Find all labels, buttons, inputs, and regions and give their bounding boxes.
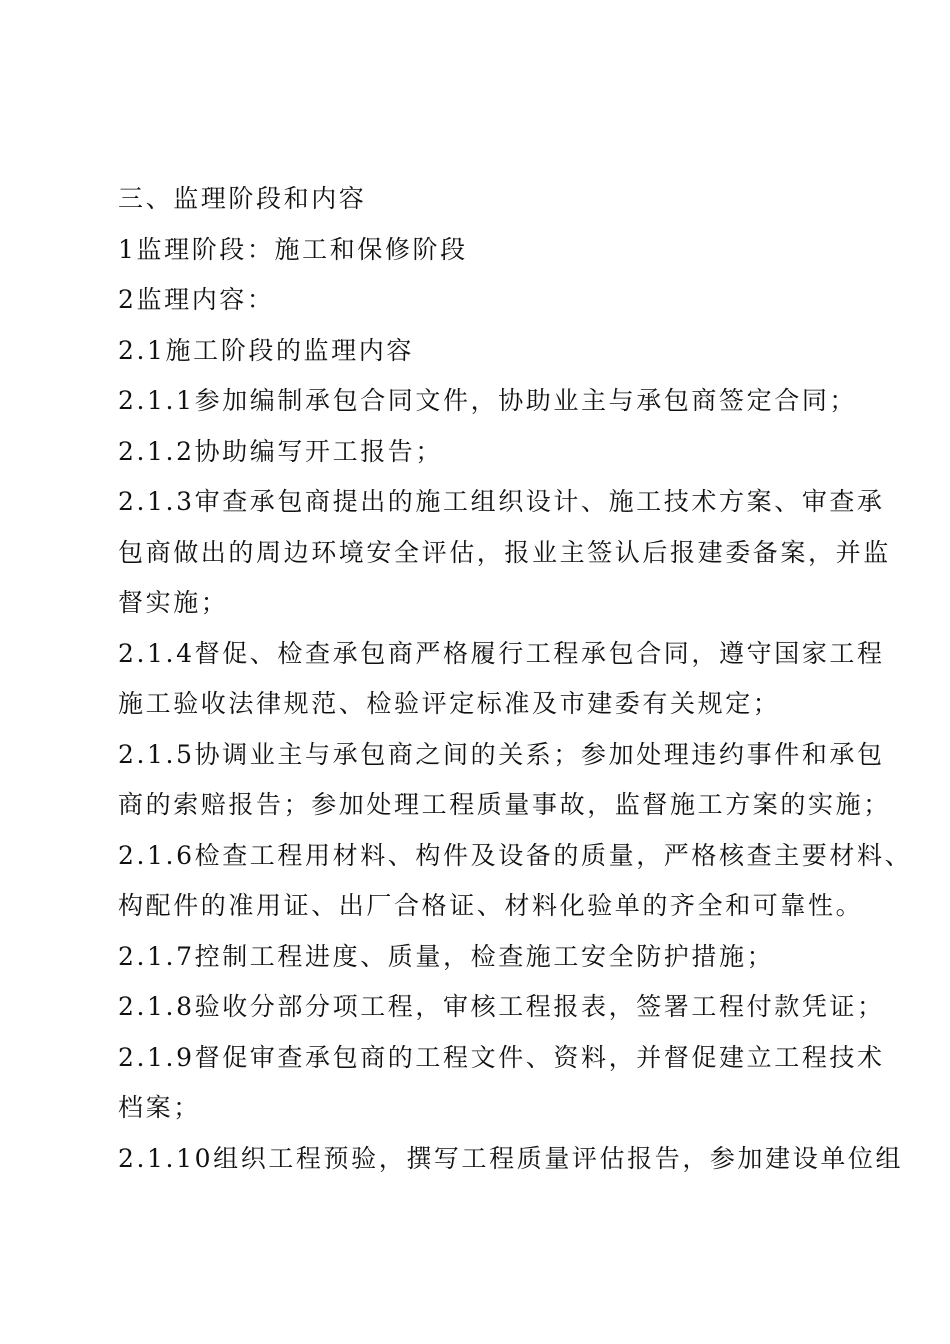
text-line: 2.1.2协助编写开工报告； xyxy=(118,436,444,466)
text-line: 2.1.3审查承包商提出的施工组织设计、施工技术方案、审查承 xyxy=(118,487,885,516)
text-line: 2.1.9督促审查承包商的工程文件、资料，并督促建立工程技术 xyxy=(118,1042,885,1072)
text-line: 商的索赔报告；参加处理工程质量事故，监督施工方案的实施； xyxy=(118,790,891,819)
text-line: 1监理阶段：施工和保修阶段 xyxy=(118,234,468,264)
text-line: 2.1.10组织工程预验，撰写工程质量评估报告，参加建设单位组 xyxy=(118,1143,904,1173)
document-body xyxy=(118,174,913,1184)
text-line: 施工验收法律规范、检验评定标准及市建委有关规定； xyxy=(118,689,781,718)
text-line: 包商做出的周边环境安全评估，报业主签认后报建委备案，并监 xyxy=(118,537,891,567)
text-line: 2.1.7控制工程进度、质量，检查施工安全防护措施； xyxy=(118,941,775,971)
text-line: 2.1.5协调业主与承包商之间的关系；参加处理违约事件和承包 xyxy=(118,739,885,769)
section-heading: 三、监理阶段和内容 xyxy=(118,184,367,213)
subsection-heading: 2.1施工阶段的监理内容 xyxy=(118,335,414,365)
text-line: 2.1.8验收分部分项工程，审核工程报表，签署工程付款凭证； xyxy=(118,992,885,1021)
text-line: 督实施； xyxy=(118,588,229,617)
text-line: 2监理内容： xyxy=(118,285,275,314)
text-line: 档案； xyxy=(118,1093,201,1122)
text-line: 2.1.1参加编制承包合同文件，协助业主与承包商签定合同； xyxy=(118,386,858,415)
text-line: 2.1.6检查工程用材料、构件及设备的质量，严格核查主要材料、 xyxy=(118,840,913,870)
text-line: 构配件的准用证、出厂合格证、材料化验单的齐全和可靠性。 xyxy=(118,891,864,920)
text-line: 2.1.4督促、检查承包商严格履行工程承包合同，遵守国家工程 xyxy=(118,638,885,668)
